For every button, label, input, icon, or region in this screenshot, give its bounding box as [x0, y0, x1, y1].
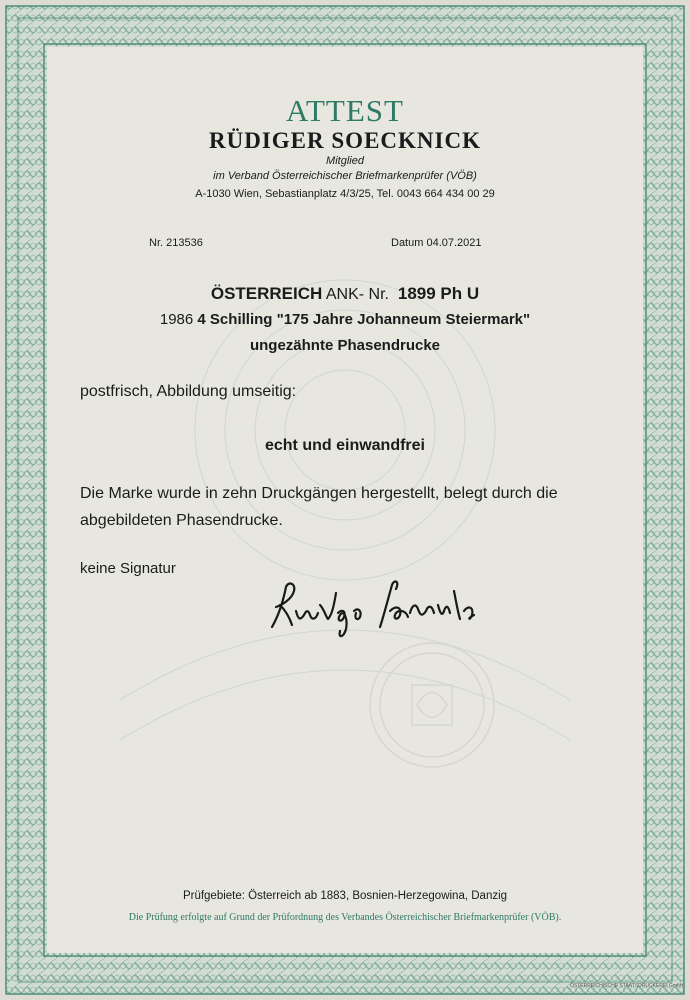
examiner-name: RÜDIGER SOECKNICK [209, 128, 481, 153]
item-year: 1986 [159, 311, 194, 328]
item-country: ÖSTERREICH [210, 284, 323, 303]
membership-label: Mitglied [326, 155, 364, 167]
note-line-2: abgebildeten Phasendrucke. [80, 512, 283, 529]
signature-note: keine Signatur [80, 560, 176, 577]
item-description: 4 Schilling "175 Jahre Johanneum Steiermark" [197, 311, 531, 328]
legal-note: Die Prüfung erfolgte auf Grund der Prüfordnung des Verbandes Österreichischer Briefmarkenprüfer (VÖB). [128, 912, 562, 923]
condition-text: postfrisch, Abbildung umseitig: [80, 383, 297, 400]
date-value: 04.07.2021 [426, 237, 482, 249]
certificate-number: Nr. 213536 [149, 237, 203, 249]
date-label: Datum [391, 237, 424, 249]
printer-imprint: ÖSTERREICHISCHE STAATSDRUCKEREI GmbH [570, 983, 684, 989]
item-heading [0, 284, 690, 304]
verdict-text: echt und einwandfrei [264, 437, 425, 454]
note-line-1: Die Marke wurde in zehn Druckgängen hergestellt, belegt durch die [80, 485, 558, 502]
examination-scope: Prüfgebiete: Österreich ab 1883, Bosnien-Herzegowina, Danzig [182, 890, 508, 902]
certificate-title: ATTEST [286, 93, 404, 128]
certificate-date [391, 237, 482, 249]
catalog-label: ANK- Nr. [325, 286, 389, 303]
item-description-line [0, 311, 690, 328]
examiner-address: A-1030 Wien, Sebastianplatz 4/3/25, Tel. 0043 664 434 00 29 [195, 188, 495, 200]
item-variant: ungezähnte Phasendrucke [249, 337, 441, 354]
catalog-number: 1899 Ph U [397, 284, 480, 303]
association-label: im Verband Österreichischer Briefmarkenprüfer (VÖB) [213, 170, 477, 182]
embossed-seal [362, 635, 502, 775]
